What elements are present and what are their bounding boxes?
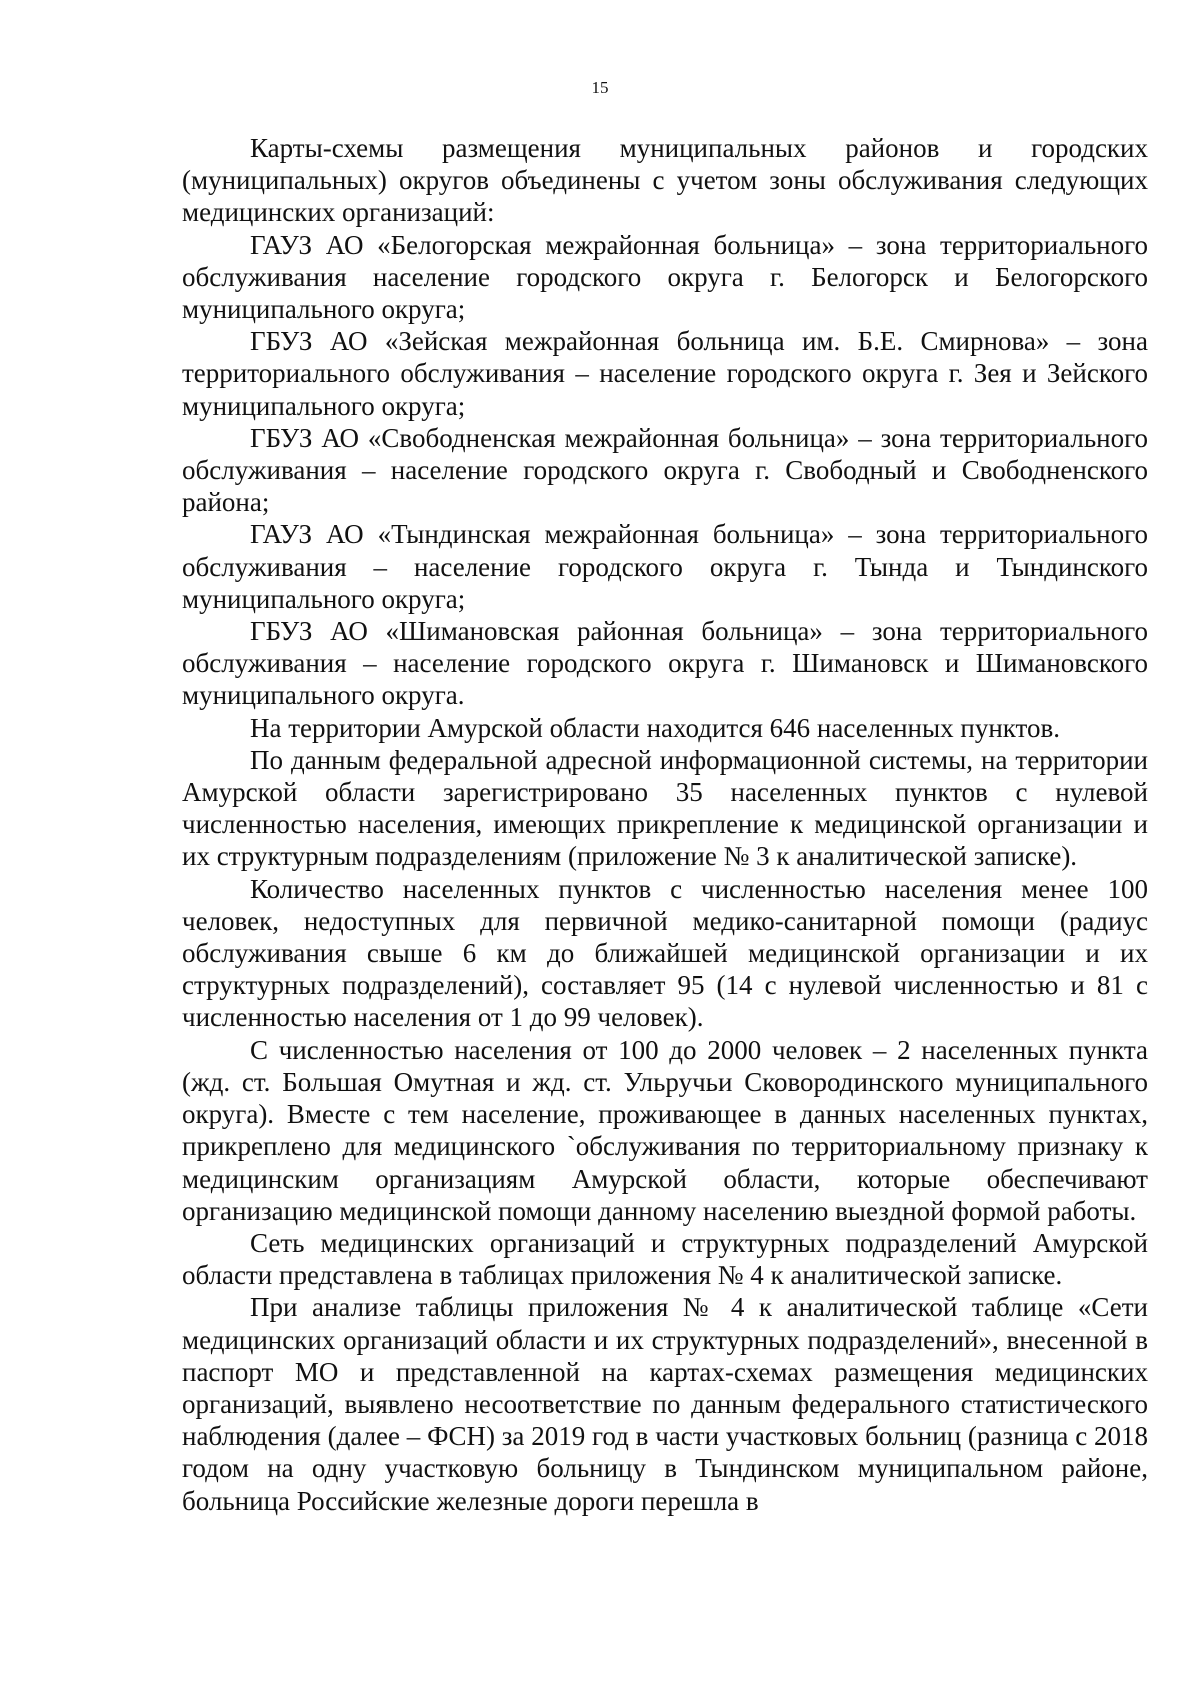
paragraph-tynda: ГАУЗ АО «Тындинская межрайонная больница» – зона территориального обслуживания – население городского округа г. Тында и Тындинского муниципального округа; bbox=[182, 519, 1148, 614]
paragraph-analysis: При анализе таблицы приложения № 4 к аналитической таблице «Сети медицинских организаций области и их структурных подразделений», внесенной в паспорт МО и представленной на картах-схемах размещения медицинских организаций, выявлено несоответствие по данным федерального статистического наблюдения (далее – ФСН) за 2019 год в части участковых больниц (разница с 2018 годом на одну участковую больницу в Тындинском муниципальном районе, больница Российские железные дороги перешла в bbox=[182, 1292, 1148, 1516]
paragraph-svobodny: ГБУЗ АО «Свободненская межрайонная больница» – зона территориального обслуживания – население городского округа г. Свободный и Свободненского района; bbox=[182, 422, 1148, 518]
paragraph-zeya: ГБУЗ АО «Зейская межрайонная больница им. Б.Е. Смирнова» – зона территориального обслуживания – население городского округа г. Зея и Зейского муниципального округа; bbox=[182, 326, 1148, 421]
paragraph-under-100: Количество населенных пунктов с численностью населения менее 100 человек, недоступных для первичной медико-санитарной помощи (радиус обслуживания свыше 6 км до ближайшей медицинской организации и их структурных подразделений), составляет 95 (14 с нулевой численностью и 81 с численностью населения от 1 до 99 человек). bbox=[182, 873, 1148, 1033]
paragraph-network: Сеть медицинских организаций и структурных подразделений Амурской области представлена в таблицах приложения № 4 к аналитической записке. bbox=[182, 1227, 1148, 1291]
paragraph-intro: Карты-схемы размещения муниципальных районов и городских (муниципальных) округов объединены с учетом зоны обслуживания следующих медицинских организаций: bbox=[182, 133, 1148, 228]
paragraph-belogorsk: ГАУЗ АО «Белогорская межрайонная больница» – зона территориального обслуживания население городского округа г. Белогорск и Белогорского муниципального округа; bbox=[182, 229, 1148, 325]
page-number: 15 bbox=[591, 78, 609, 97]
paragraph-settlements-count: На территории Амурской области находится 646 населенных пунктов. bbox=[250, 712, 1060, 743]
document-body bbox=[182, 132, 1148, 1517]
paragraph-shimanovsk: ГБУЗ АО «Шимановская районная больница» – зона территориального обслуживания – население городского округа г. Шимановск и Шимановского муниципального округа. bbox=[182, 616, 1148, 711]
paragraph-zero-population: По данным федеральной адресной информационной системы, на территории Амурской области зарегистрировано 35 населенных пунктов с нулевой численностью населения, имеющих прикрепление к медицинской организации и их структурным подразделениям (приложение № 3 к аналитической записке). bbox=[182, 744, 1148, 872]
paragraph-100-to-2000: С численностью населения от 100 до 2000 человек – 2 населенных пункта (жд. ст. Большая Омутная и жд. ст. Ульручьи Сковородинского муниципального округа). Вместе с тем население, проживающее в данных населенных пунктах, прикреплено для медицинского `обслуживания по территориальному признаку к медицинским организациям Амурской области, которые обеспечивают организацию медицинской помощи данному населению выездной формой работы. bbox=[182, 1034, 1148, 1226]
